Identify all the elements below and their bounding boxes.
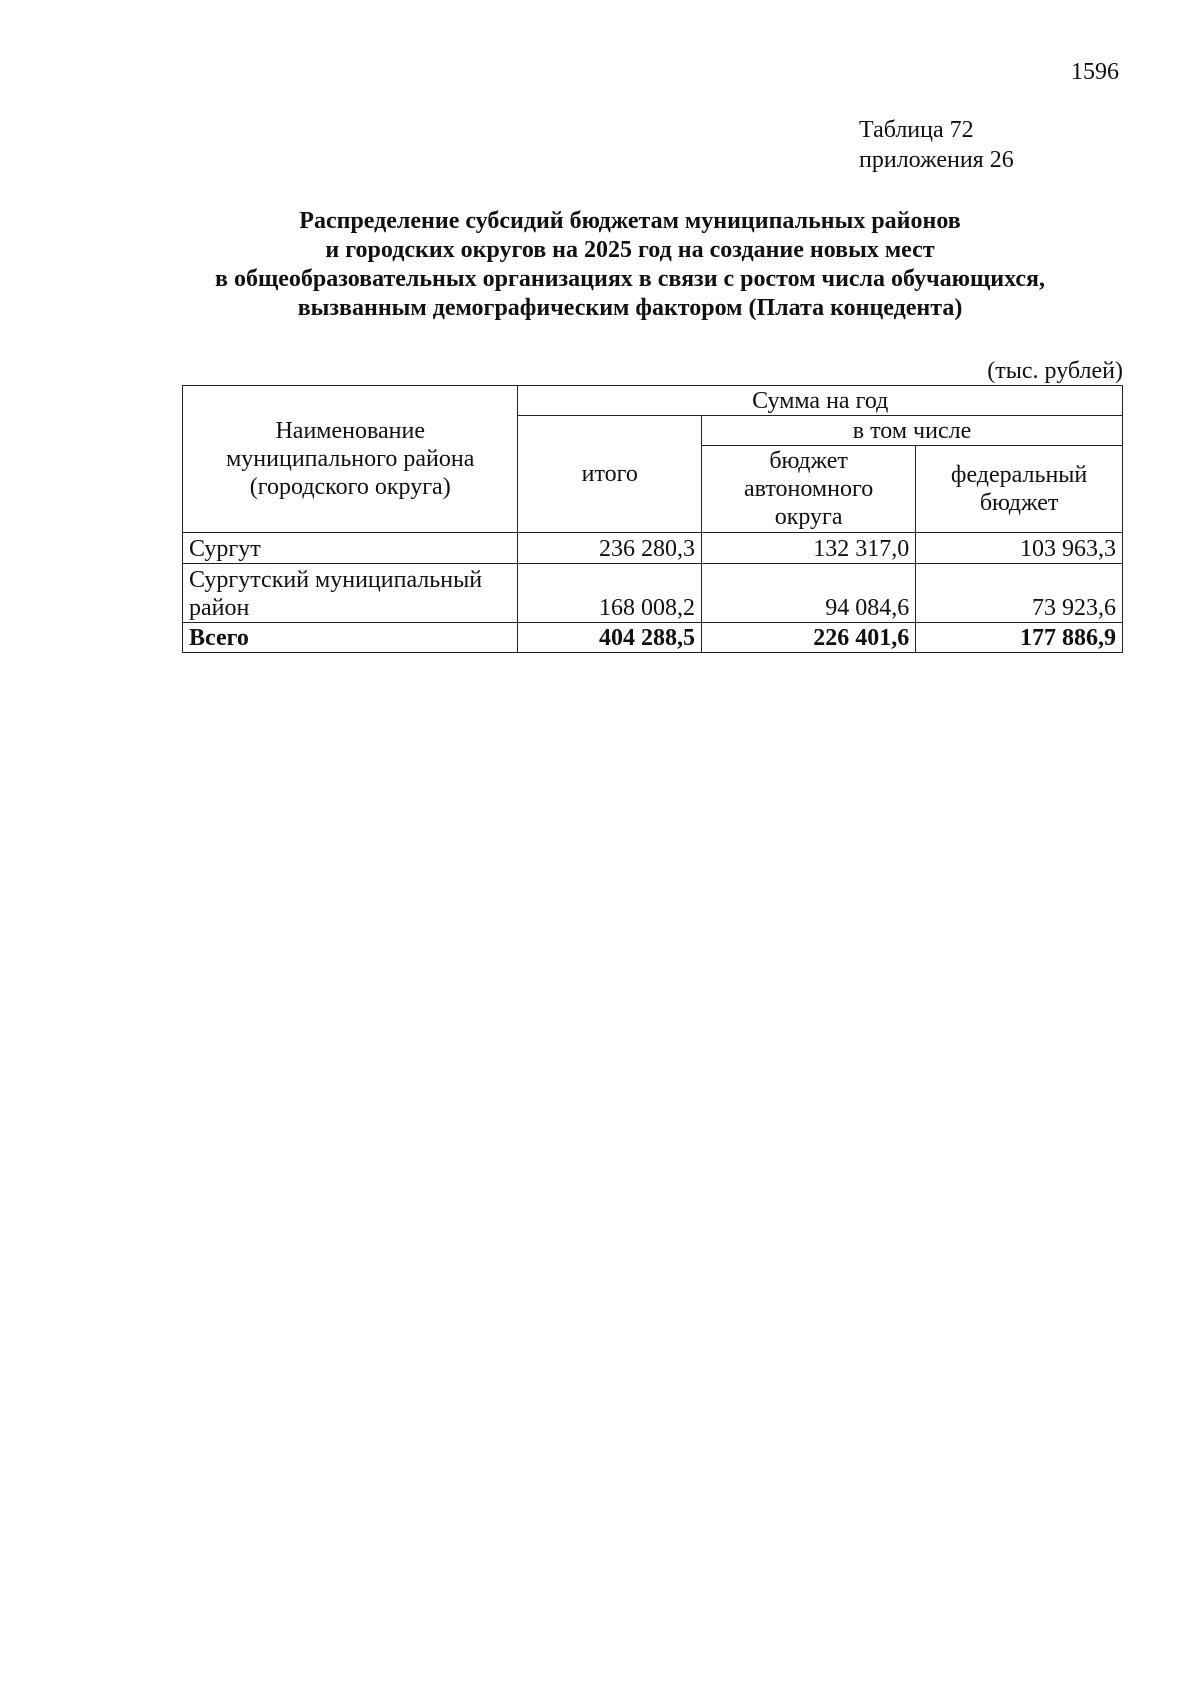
row-federal-budget: 73 923,6: [916, 564, 1123, 623]
document-title: [180, 207, 1080, 323]
header-federal-budget: федеральный бюджет: [916, 446, 1123, 533]
summary-okrug-budget: 226 401,6: [702, 623, 916, 653]
row-total: 168 008,2: [518, 564, 702, 623]
header-name: Наименование муниципального района (городского округа): [183, 386, 518, 533]
header-total: итого: [518, 416, 702, 533]
units-note: (тыс. рублей): [987, 358, 1123, 384]
table-caption: [859, 115, 1119, 175]
table-caption-appendix: приложения 26: [859, 147, 1014, 173]
row-federal-budget: 103 963,3: [916, 533, 1123, 564]
document-title-line: Распределение субсидий бюджетам муниципальных районов: [299, 208, 961, 234]
table-row: [183, 533, 1123, 564]
header-sum-per-year: Сумма на год: [518, 386, 1123, 416]
table-caption-number: Таблица 72: [859, 117, 974, 143]
table-summary-row: [183, 623, 1123, 653]
table-row: [183, 564, 1123, 623]
subsidy-table: [182, 385, 1123, 653]
row-name: Сургут: [183, 533, 518, 564]
row-name: Сургутский муниципальный район: [183, 564, 518, 623]
summary-federal-budget: 177 886,9: [916, 623, 1123, 653]
row-okrug-budget: 94 084,6: [702, 564, 916, 623]
header-including: в том числе: [702, 416, 1123, 446]
document-title-line: вызванным демографическим фактором (Плата концедента): [297, 295, 963, 321]
table-header-row: [183, 386, 1123, 416]
summary-total: 404 288,5: [518, 623, 702, 653]
header-okrug-budget: бюджет автономного округа: [702, 446, 916, 533]
page-number: 1596: [1071, 59, 1119, 85]
document-title-line: и городских округов на 2025 год на создание новых мест: [325, 237, 935, 263]
summary-name: Всего: [183, 623, 518, 653]
row-total: 236 280,3: [518, 533, 702, 564]
row-okrug-budget: 132 317,0: [702, 533, 916, 564]
document-title-line: в общеобразовательных организациях в связи с ростом числа обучающихся,: [214, 266, 1046, 292]
